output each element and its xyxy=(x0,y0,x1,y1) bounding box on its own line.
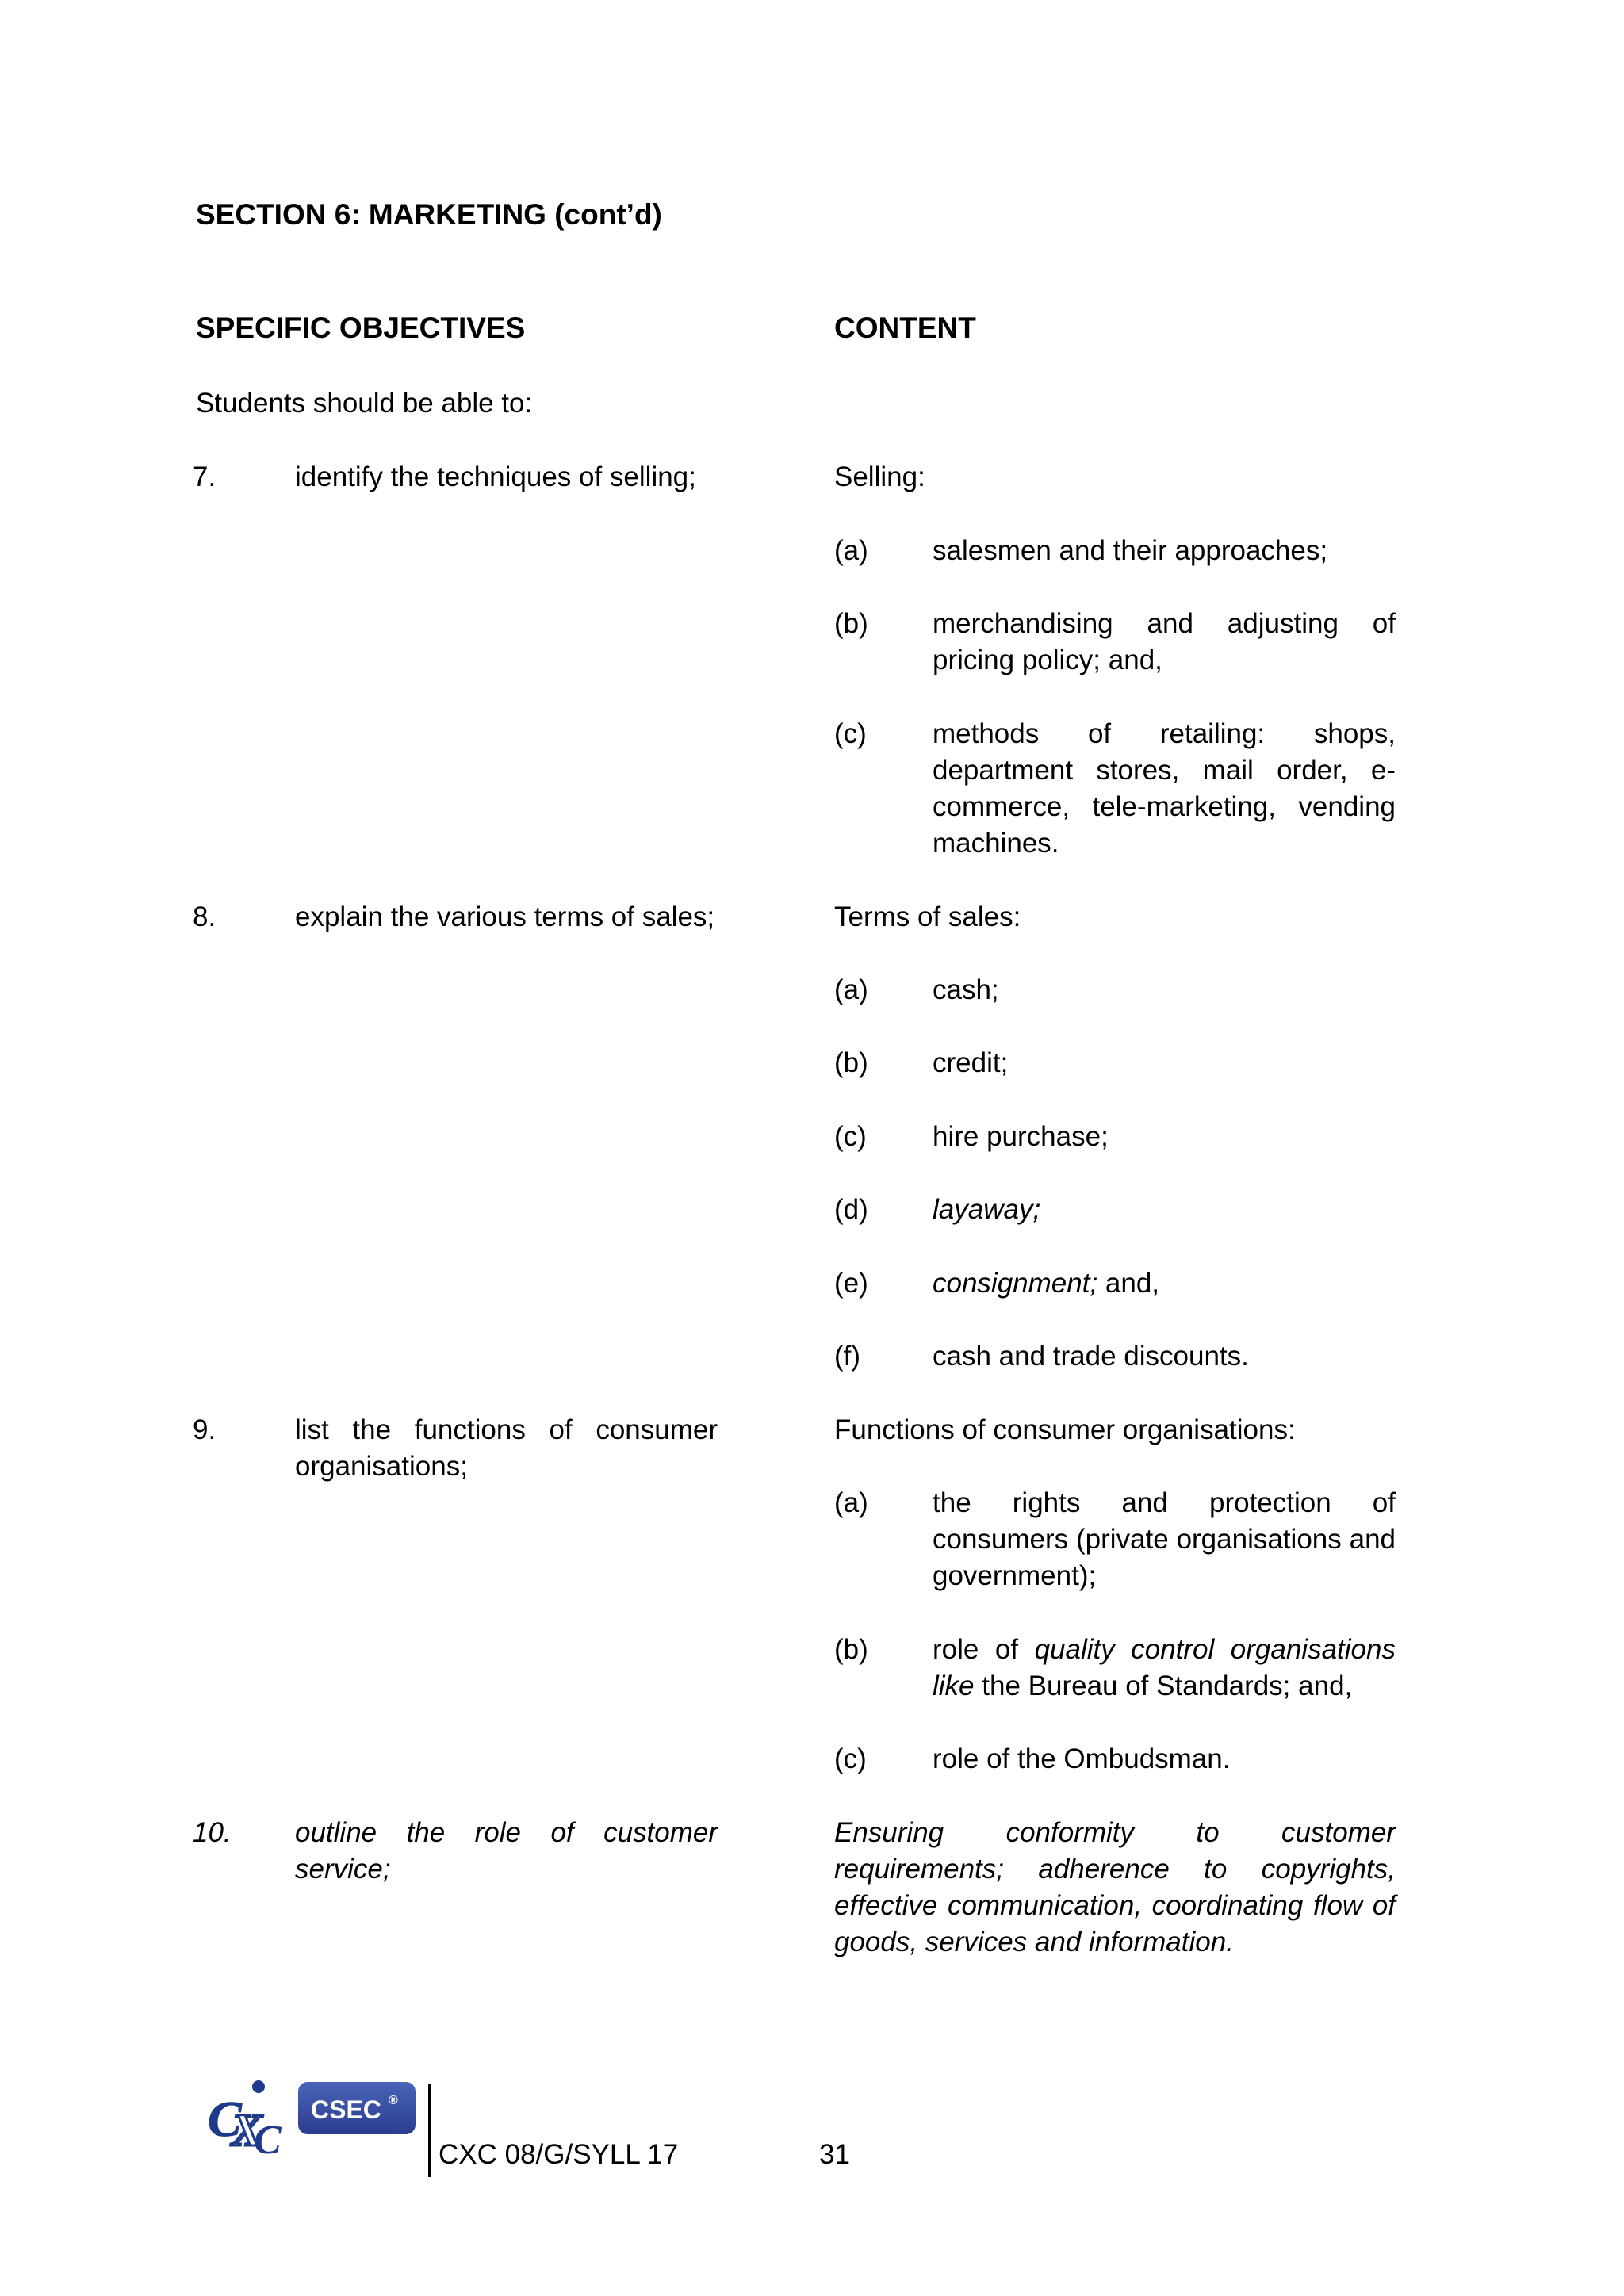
content-heading: CONTENT xyxy=(834,312,976,344)
content-item-label: (a) xyxy=(834,974,868,1005)
csec-badge-text: CSEC xyxy=(311,2095,381,2124)
objectives-intro: Students should be able to: xyxy=(196,388,533,419)
cxc-logo-icon xyxy=(205,2077,419,2156)
plain-text: and, xyxy=(1097,1268,1160,1299)
content-item-text: the rights and protection of consumers (private organisations and government); xyxy=(933,1487,1396,1591)
content-item-label: (a) xyxy=(834,1487,868,1518)
content-item-label: (d) xyxy=(834,1194,868,1225)
cxc-emblem xyxy=(208,2080,282,2156)
registered-mark: ® xyxy=(389,2094,398,2107)
cxc-csec-logo xyxy=(205,2077,419,2156)
content-item-label: (b) xyxy=(834,1634,868,1665)
objective-text: identify the techniques of selling; xyxy=(295,461,696,492)
objective-number: 9. xyxy=(193,1414,216,1445)
content-item-label: (c) xyxy=(834,1121,867,1152)
content-item-label: (a) xyxy=(834,535,868,566)
content-item-text xyxy=(933,1632,1396,1705)
objective-text: outline the role of customer service; xyxy=(295,1817,718,1885)
content-intro: Functions of consumer organisations: xyxy=(834,1414,1296,1445)
plain-text: the Bureau of Standards; and, xyxy=(974,1670,1353,1701)
content-item-text: role of the Ombudsman. xyxy=(933,1743,1231,1774)
content-item-text: merchandising and adjusting of pricing policy; and, xyxy=(933,608,1396,675)
footer-divider xyxy=(428,2084,431,2177)
objective-text: explain the various terms of sales; xyxy=(295,901,715,932)
page-number: 31 xyxy=(819,2139,850,2170)
content-item-text: cash and trade discounts. xyxy=(933,1341,1249,1372)
objective-number: 8. xyxy=(193,901,216,932)
svg-text:C: C xyxy=(208,2091,242,2147)
content-intro: Ensuring conformity to customer requirements; adherence to copyrights, effective communication, coordinating flow of goods, services and information. xyxy=(834,1817,1396,1957)
svg-text:C: C xyxy=(254,2118,282,2156)
syllabus-code: CXC 08/G/SYLL 17 xyxy=(439,2139,679,2170)
objective-number: 7. xyxy=(193,461,216,492)
content-item-text: cash; xyxy=(933,974,999,1005)
content-intro: Terms of sales: xyxy=(834,901,1021,932)
content-item-text: hire purchase; xyxy=(933,1121,1109,1152)
content-intro: Selling: xyxy=(834,461,925,492)
italic-text: quality control organisations like xyxy=(933,1634,1396,1701)
plain-text: role of xyxy=(933,1634,1035,1665)
content-item-text xyxy=(933,1265,1396,1302)
content-item-label: (c) xyxy=(834,1743,867,1774)
objective-number: 10. xyxy=(193,1817,232,1848)
section-title: SECTION 6: MARKETING (cont’d) xyxy=(196,198,662,231)
content-item-text: credit; xyxy=(933,1047,1009,1078)
content-item-label: (e) xyxy=(834,1268,868,1299)
objective-text: list the functions of consumer organisations; xyxy=(295,1414,718,1482)
svg-text:X: X xyxy=(232,2104,262,2156)
content-item-text: layaway; xyxy=(933,1194,1041,1225)
italic-text: consignment; xyxy=(933,1268,1098,1299)
specific-objectives-heading: SPECIFIC OBJECTIVES xyxy=(196,312,526,344)
content-item-label: (b) xyxy=(834,1047,868,1078)
content-item-text: salesmen and their approaches; xyxy=(933,535,1328,566)
content-item-label: (f) xyxy=(834,1341,861,1372)
content-item-label: (b) xyxy=(834,608,868,639)
content-item-label: (c) xyxy=(834,718,867,749)
content-item-text: methods of retailing: shops, department stores, mail order, e-commerce, tele-marketing, vending machines. xyxy=(933,718,1396,859)
